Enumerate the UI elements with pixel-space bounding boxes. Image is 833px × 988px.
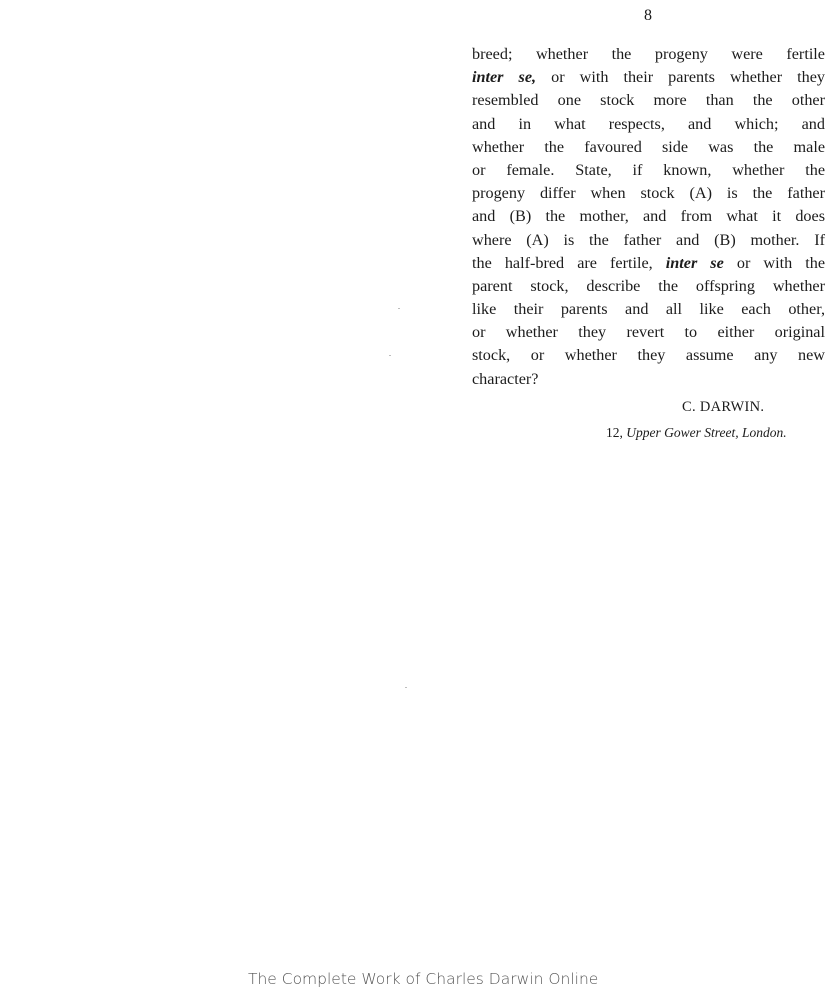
text-line	[472, 113, 825, 136]
text-line	[472, 89, 825, 112]
text-segment: parent stock, describe the offspring whether	[472, 276, 825, 295]
text-line	[472, 182, 825, 205]
text-segment: stock, or whether they assume any new	[472, 346, 825, 365]
text-line	[472, 229, 825, 252]
italic-phrase: inter se	[665, 253, 724, 272]
text-line	[472, 66, 825, 89]
text-segment: character?	[472, 369, 539, 388]
text-line	[472, 321, 825, 344]
signature-address	[606, 425, 787, 441]
text-segment: or whether they revert to either original	[472, 323, 825, 342]
text-segment: and (B) the mother, and from what it does	[472, 207, 825, 226]
text-line	[472, 205, 825, 228]
text-line	[472, 252, 825, 275]
text-segment: or with the	[723, 253, 825, 272]
text-segment: or female. State, if known, whether the	[472, 160, 825, 179]
italic-phrase: inter se,	[472, 68, 537, 87]
text-segment: breed; whether the progeny were fertile	[472, 45, 825, 63]
text-line	[472, 298, 825, 321]
text-line	[472, 344, 825, 367]
text-line	[472, 159, 825, 182]
text-segment: where (A) is the father and (B) mother. If	[472, 230, 825, 249]
text-segment: like their parents and all like each other,	[472, 300, 825, 319]
footer-credit: The Complete Work of Charles Darwin Online	[248, 970, 599, 988]
text-line	[472, 275, 825, 298]
address-street: Upper Gower Street, London.	[626, 425, 787, 440]
text-segment: or with their parents whether they	[536, 68, 825, 87]
text-segment: progeny differ when stock (A) is the father	[472, 184, 825, 203]
page-number: 8	[644, 7, 652, 24]
text-segment: and in what respects, and which; and	[472, 114, 825, 133]
signature-name: C. DARWIN.	[682, 399, 765, 415]
text-segment: resembled one stock more than the other	[472, 91, 825, 110]
text-segment: the half-bred are fertile,	[472, 253, 666, 272]
text-line	[472, 136, 825, 159]
text-line	[472, 368, 825, 391]
body-text	[472, 43, 825, 391]
text-line	[472, 43, 825, 66]
scan-speck	[389, 355, 391, 356]
scan-speck	[398, 308, 400, 309]
scan-speck	[405, 687, 407, 688]
text-segment: whether the favoured side was the male	[472, 137, 825, 156]
address-number: 12,	[606, 425, 623, 440]
